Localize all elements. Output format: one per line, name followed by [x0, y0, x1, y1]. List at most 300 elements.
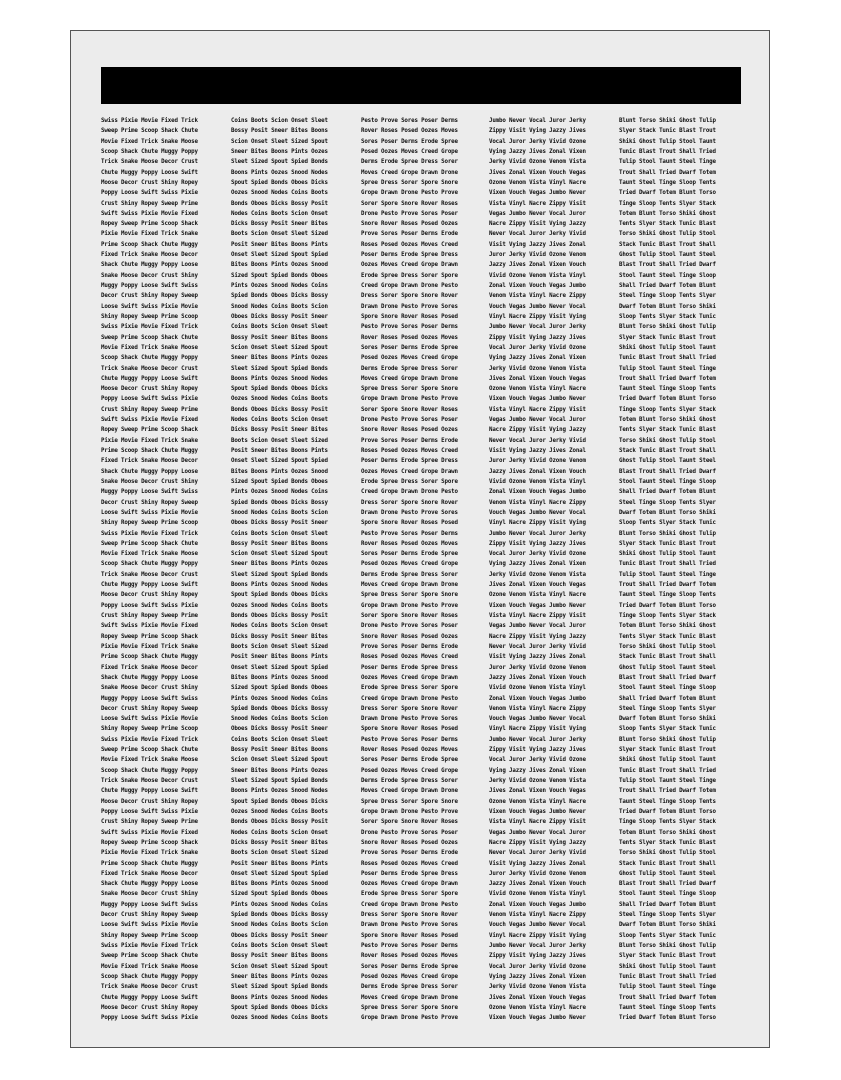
word-row: Dress Sorer Spore Snore Rover — [361, 293, 458, 300]
word-row: Torso Shiki Ghost Tulip Stool — [619, 850, 716, 857]
word-row: Loose Swift Swiss Pixie Movie — [101, 922, 198, 929]
word-row: Spout Spied Bonds Oboes Dicks — [231, 179, 328, 186]
word-row: Oboes Dicks Bossy Posit Sneer — [231, 520, 328, 527]
word-row: Swiss Pixie Movie Fixed Trick — [101, 943, 198, 949]
word-row: Vocal Juror Jerky Vivid Ozone — [489, 963, 586, 970]
word-row: Snood Nodes Coins Boots Scion — [231, 303, 328, 310]
word-row: Sleet Sized Spout Spied Bonds — [231, 778, 328, 784]
word-row: Poppy Loose Swift Swiss Pixie — [101, 602, 198, 609]
word-row: Slyer Stack Tunic Blast Trout — [619, 334, 716, 341]
word-row: Trout Shall Tried Dwarf Totem — [619, 994, 716, 1001]
word-row: Ozone Venom Vista Vinyl Nacre — [489, 179, 586, 186]
word-row: Onset Sleet Sized Spout Spied — [231, 870, 328, 877]
word-row: Slyer Stack Tunic Blast Trout — [619, 540, 716, 547]
word-row: Zippy Visit Vying Jazzy Jives — [489, 747, 586, 754]
word-row: Tinge Sloop Tents Slyer Stack — [619, 819, 716, 826]
word-row: Poser Derms Erode Spree Dress — [361, 458, 458, 465]
word-row: Spree Dress Sorer Spore Snore — [361, 386, 458, 393]
word-row: Spied Bonds Oboes Dicks Bossy — [231, 912, 328, 919]
word-row: Derms Erode Spree Dress Sorer — [361, 984, 458, 991]
word-columns — [71, 31, 769, 1047]
word-row: Pints Oozes Snood Nodes Coins — [231, 283, 328, 289]
word-row: Taunt Steel Tinge Sloop Tents — [619, 179, 716, 186]
word-row: Muggy Poppy Loose Swift Swiss — [101, 901, 198, 908]
word-row: Dicks Bossy Posit Sneer Bites — [231, 839, 328, 846]
word-row: Ozone Venom Vista Vinyl Nacre — [489, 592, 586, 599]
word-row: Spout Spied Bonds Oboes Dicks — [231, 798, 328, 805]
word-row: Ghost Tulip Stool Taunt Steel — [619, 870, 716, 877]
word-row: Snore Rover Roses Posed Oozes — [361, 633, 458, 640]
word-row: Shack Chute Muggy Poppy Loose — [101, 262, 198, 269]
word-row: Poppy Loose Swift Swiss Pixie — [101, 190, 198, 197]
word-row: Spout Spied Bonds Oboes Dicks — [231, 1004, 328, 1011]
word-row: Snake Moose Decor Crust Shiny — [101, 685, 198, 692]
word-row: Jazzy Jives Zonal Vixen Vouch — [489, 674, 586, 681]
word-row: Juror Jerky Vivid Ozone Venom — [489, 458, 586, 465]
word-row: Fixed Trick Snake Moose Decor — [101, 664, 198, 671]
word-row: Shall Tried Dwarf Totem Blunt — [619, 283, 716, 289]
word-row: Grope Drawn Drone Pesto Prove — [361, 190, 458, 197]
word-row: Pesto Prove Sores Poser Derms — [361, 324, 458, 331]
word-row: Vying Jazzy Jives Zonal Vixen — [489, 973, 586, 980]
word-row: Tunic Blast Trout Shall Tried — [619, 973, 716, 980]
word-row: Drone Pesto Prove Sores Poser — [361, 829, 458, 836]
word-row: Pixie Movie Fixed Trick Snake — [101, 850, 198, 857]
word-row: Taunt Steel Tinge Sloop Tents — [619, 1004, 716, 1011]
word-row: Dress Sorer Spore Snore Rover — [361, 912, 458, 919]
word-row: Vixen Vouch Vegas Jumbo Never — [489, 808, 586, 815]
word-row: Sweep Prime Scoop Shack Chute — [101, 128, 198, 135]
word-row: Visit Vying Jazzy Jives Zonal — [489, 448, 586, 454]
word-row: Sleet Sized Spout Spied Bonds — [231, 571, 328, 578]
word-row: Juror Jerky Vivid Ozone Venom — [489, 252, 586, 259]
word-column — [101, 116, 227, 1031]
word-row: Oozes Snood Nodes Coins Boots — [231, 602, 328, 609]
word-row: Drone Pesto Prove Sores Poser — [361, 210, 458, 217]
word-row: Visit Vying Jazzy Jives Zonal — [489, 654, 586, 661]
word-row: Stool Taunt Steel Tinge Sloop — [619, 891, 716, 898]
word-row: Swift Swiss Pixie Movie Fixed — [101, 829, 198, 836]
word-row: Tinge Sloop Tents Slyer Stack — [619, 406, 716, 413]
word-row: Scion Onset Sleet Sized Spout — [231, 344, 328, 351]
word-row: Pixie Movie Fixed Trick Snake — [101, 231, 198, 238]
word-row: Visit Vying Jazzy Jives Zonal — [489, 860, 586, 867]
word-row: Zippy Visit Vying Jazzy Jives — [489, 953, 586, 960]
word-row: Pints Oozes Snood Nodes Coins — [231, 901, 328, 908]
word-row: Coins Boots Scion Onset Sleet — [231, 324, 328, 331]
word-row: Sores Poser Derms Erode Spree — [361, 344, 458, 351]
word-row: Jumbo Never Vocal Juror Jerky — [489, 943, 586, 949]
word-row: Shall Tried Dwarf Totem Blunt — [619, 695, 716, 702]
word-row: Jazzy Jives Zonal Vixen Vouch — [489, 881, 586, 888]
word-row: Vinyl Nacre Zippy Visit Vying — [489, 313, 586, 320]
word-row: Moves Creed Grope Drawn Drone — [361, 788, 458, 795]
word-row: Sweep Prime Scoop Shack Chute — [101, 334, 198, 341]
word-row: Vying Jazzy Jives Zonal Vixen — [489, 355, 586, 362]
word-row: Nodes Coins Boots Scion Onset — [231, 210, 328, 217]
word-row: Sorer Spore Snore Rover Roses — [361, 200, 458, 207]
word-row: Pints Oozes Snood Nodes Coins — [231, 695, 328, 702]
word-row: Spree Dress Sorer Spore Snore — [361, 798, 458, 805]
word-row: Posed Oozes Moves Creed Grope — [361, 973, 458, 980]
word-row: Tulip Stool Taunt Steel Tinge — [619, 984, 716, 991]
word-row: Roses Posed Oozes Moves Creed — [361, 448, 458, 454]
word-row: Moose Decor Crust Shiny Ropey — [101, 798, 198, 805]
word-row: Onset Sleet Sized Spout Spied — [231, 664, 328, 671]
word-row: Pixie Movie Fixed Trick Snake — [101, 437, 198, 444]
word-row: Slyer Stack Tunic Blast Trout — [619, 953, 716, 960]
word-column — [619, 116, 745, 1031]
word-row: Taunt Steel Tinge Sloop Tents — [619, 798, 716, 805]
word-row: Sweep Prime Scoop Shack Chute — [101, 540, 198, 547]
word-row: Shiny Ropey Sweep Prime Scoop — [101, 313, 198, 320]
word-row: Trout Shall Tried Dwarf Totem — [619, 169, 716, 176]
word-row: Ghost Tulip Stool Taunt Steel — [619, 252, 716, 259]
word-row: Poppy Loose Swift Swiss Pixie — [101, 396, 198, 403]
word-row: Vista Vinyl Nacre Zippy Visit — [489, 406, 586, 413]
word-row: Prove Sores Poser Derms Erode — [361, 437, 458, 444]
word-row: Sloop Tents Slyer Stack Tunic — [619, 932, 716, 939]
word-row: Oozes Snood Nodes Coins Boots — [231, 1015, 328, 1022]
word-row: Prove Sores Poser Derms Erode — [361, 850, 458, 857]
word-row: Vista Vinyl Nacre Zippy Visit — [489, 200, 586, 207]
word-row: Oboes Dicks Bossy Posit Sneer — [231, 932, 328, 939]
word-row: Snood Nodes Coins Boots Scion — [231, 716, 328, 723]
word-row: Vivid Ozone Venom Vista Vinyl — [489, 478, 586, 485]
word-row: Dress Sorer Spore Snore Rover — [361, 499, 458, 506]
word-row: Boons Pints Oozes Snood Nodes — [231, 994, 328, 1001]
word-row: Sorer Spore Snore Rover Roses — [361, 613, 458, 619]
word-row: Torso Shiki Ghost Tulip Stool — [619, 437, 716, 444]
word-row: Decor Crust Shiny Ropey Sweep — [101, 705, 198, 712]
word-row: Moose Decor Crust Shiny Ropey — [101, 592, 198, 599]
word-row: Shiki Ghost Tulip Stool Taunt — [619, 551, 716, 558]
word-row: Swiss Pixie Movie Fixed Trick — [101, 324, 198, 331]
word-row: Fixed Trick Snake Moose Decor — [101, 458, 198, 465]
word-row: Sized Spout Spied Bonds Oboes — [231, 685, 328, 692]
word-row: Jumbo Never Vocal Juror Jerky — [489, 118, 586, 124]
word-row: Tents Slyer Stack Tunic Blast — [619, 221, 716, 228]
word-row: Jerky Vivid Ozone Venom Vista — [489, 159, 586, 166]
word-row: Bossy Posit Sneer Bites Boons — [231, 128, 328, 135]
word-row: Swiss Pixie Movie Fixed Trick — [101, 736, 198, 743]
word-row: Totem Blunt Torso Shiki Ghost — [619, 829, 716, 836]
word-row: Rover Roses Posed Oozes Moves — [361, 747, 458, 754]
word-row: Vocal Juror Jerky Vivid Ozone — [489, 551, 586, 558]
word-row: Chute Muggy Poppy Loose Swift — [101, 582, 198, 589]
word-row: Shall Tried Dwarf Totem Blunt — [619, 489, 716, 496]
word-row: Moose Decor Crust Shiny Ropey — [101, 1004, 198, 1011]
word-row: Prime Scoop Shack Chute Muggy — [101, 654, 198, 661]
word-row: Tulip Stool Taunt Steel Tinge — [619, 778, 716, 784]
word-row: Oboes Dicks Bossy Posit Sneer — [231, 313, 328, 320]
document-page — [70, 30, 770, 1048]
word-row: Vixen Vouch Vegas Jumbo Never — [489, 190, 586, 197]
word-row: Loose Swift Swiss Pixie Movie — [101, 303, 198, 310]
word-row: Bossy Posit Sneer Bites Boons — [231, 747, 328, 754]
word-row: Never Vocal Juror Jerky Vivid — [489, 231, 586, 238]
word-row: Jazzy Jives Zonal Vixen Vouch — [489, 262, 586, 269]
word-row: Oozes Moves Creed Grope Drawn — [361, 881, 458, 888]
word-row: Grope Drawn Drone Pesto Prove — [361, 602, 458, 609]
word-row: Ozone Venom Vista Vinyl Nacre — [489, 386, 586, 393]
word-row: Vista Vinyl Nacre Zippy Visit — [489, 819, 586, 826]
word-row: Ozone Venom Vista Vinyl Nacre — [489, 798, 586, 805]
word-row: Taunt Steel Tinge Sloop Tents — [619, 592, 716, 599]
word-row: Slyer Stack Tunic Blast Trout — [619, 747, 716, 754]
word-row: Blast Trout Shall Tried Dwarf — [619, 674, 716, 681]
word-row: Spore Snore Rover Roses Posed — [361, 313, 458, 320]
word-row: Sneer Bites Boons Pints Oozes — [231, 767, 328, 774]
word-row: Creed Grope Drawn Drone Pesto — [361, 901, 458, 908]
word-row: Trick Snake Moose Decor Crust — [101, 778, 198, 784]
word-row: Moose Decor Crust Shiny Ropey — [101, 179, 198, 186]
word-row: Crust Shiny Ropey Sweep Prime — [101, 406, 198, 413]
word-row: Oozes Moves Creed Grope Drawn — [361, 468, 458, 475]
word-row: Tunic Blast Trout Shall Tried — [619, 767, 716, 774]
word-column — [231, 116, 357, 1031]
word-row: Spree Dress Sorer Spore Snore — [361, 592, 458, 599]
word-row: Moose Decor Crust Shiny Ropey — [101, 386, 198, 393]
word-row: Pesto Prove Sores Poser Derms — [361, 943, 458, 949]
word-row: Shiki Ghost Tulip Stool Taunt — [619, 138, 716, 145]
word-row: Jerky Vivid Ozone Venom Vista — [489, 778, 586, 784]
word-row: Trout Shall Tried Dwarf Totem — [619, 788, 716, 795]
word-row: Dicks Bossy Posit Sneer Bites — [231, 427, 328, 434]
word-row: Tents Slyer Stack Tunic Blast — [619, 839, 716, 846]
word-row: Scoop Shack Chute Muggy Poppy — [101, 148, 198, 155]
word-row: Jives Zonal Vixen Vouch Vegas — [489, 375, 586, 382]
word-row: Snore Rover Roses Posed Oozes — [361, 839, 458, 846]
word-row: Blast Trout Shall Tried Dwarf — [619, 881, 716, 888]
word-row: Movie Fixed Trick Snake Moose — [101, 757, 198, 764]
word-column — [489, 116, 615, 1031]
word-row: Ghost Tulip Stool Taunt Steel — [619, 458, 716, 465]
word-row: Sized Spout Spied Bonds Oboes — [231, 891, 328, 898]
word-row: Spout Spied Bonds Oboes Dicks — [231, 592, 328, 599]
word-row: Coins Boots Scion Onset Sleet — [231, 943, 328, 949]
word-row: Bossy Posit Sneer Bites Boons — [231, 953, 328, 960]
word-row: Steel Tinge Sloop Tents Slyer — [619, 499, 716, 506]
word-row: Fixed Trick Snake Moose Decor — [101, 870, 198, 877]
word-row: Blast Trout Shall Tried Dwarf — [619, 468, 716, 475]
word-row: Crust Shiny Ropey Sweep Prime — [101, 200, 198, 207]
word-row: Spied Bonds Oboes Dicks Bossy — [231, 293, 328, 300]
word-row: Tunic Blast Trout Shall Tried — [619, 148, 716, 155]
word-row: Movie Fixed Trick Snake Moose — [101, 551, 198, 558]
word-row: Scion Onset Sleet Sized Spout — [231, 138, 328, 145]
word-row: Tulip Stool Taunt Steel Tinge — [619, 365, 716, 372]
word-row: Onset Sleet Sized Spout Spied — [231, 252, 328, 259]
word-row: Scoop Shack Chute Muggy Poppy — [101, 973, 198, 980]
word-row: Venom Vista Vinyl Nacre Zippy — [489, 293, 586, 300]
word-row: Venom Vista Vinyl Nacre Zippy — [489, 499, 586, 506]
word-row: Stack Tunic Blast Trout Shall — [619, 860, 716, 867]
word-row: Sores Poser Derms Erode Spree — [361, 551, 458, 558]
word-row: Erode Spree Dress Sorer Spore — [361, 272, 458, 279]
word-row: Blunt Torso Shiki Ghost Tulip — [619, 736, 716, 743]
word-row: Dwarf Totem Blunt Torso Shiki — [619, 303, 716, 310]
word-row: Creed Grope Drawn Drone Pesto — [361, 695, 458, 702]
word-row: Spied Bonds Oboes Dicks Bossy — [231, 705, 328, 712]
word-row: Posit Sneer Bites Boons Pints — [231, 654, 328, 661]
word-row: Swift Swiss Pixie Movie Fixed — [101, 210, 198, 217]
word-row: Creed Grope Drawn Drone Pesto — [361, 283, 458, 289]
word-row: Vegas Jumbo Never Vocal Juror — [489, 417, 586, 424]
word-row: Never Vocal Juror Jerky Vivid — [489, 437, 586, 444]
word-row: Oozes Snood Nodes Coins Boots — [231, 808, 328, 815]
word-row: Sized Spout Spied Bonds Oboes — [231, 272, 328, 279]
word-row: Vouch Vegas Jumbo Never Vocal — [489, 922, 586, 929]
word-row: Stool Taunt Steel Tinge Sloop — [619, 272, 716, 279]
word-row: Ropey Sweep Prime Scoop Shack — [101, 839, 198, 846]
word-row: Zippy Visit Vying Jazzy Jives — [489, 334, 586, 341]
word-row: Juror Jerky Vivid Ozone Venom — [489, 664, 586, 671]
word-row: Shall Tried Dwarf Totem Blunt — [619, 901, 716, 908]
word-row: Shiny Ropey Sweep Prime Scoop — [101, 726, 198, 733]
word-row: Zonal Vixen Vouch Vegas Jumbo — [489, 901, 586, 908]
word-row: Totem Blunt Torso Shiki Ghost — [619, 623, 716, 630]
word-row: Vinyl Nacre Zippy Visit Vying — [489, 520, 586, 527]
word-row: Nodes Coins Boots Scion Onset — [231, 417, 328, 424]
word-row: Loose Swift Swiss Pixie Movie — [101, 716, 198, 723]
word-row: Dicks Bossy Posit Sneer Bites — [231, 221, 328, 228]
word-row: Sores Poser Derms Erode Spree — [361, 757, 458, 764]
word-row: Poser Derms Erode Spree Dress — [361, 664, 458, 671]
word-row: Bonds Oboes Dicks Bossy Posit — [231, 406, 328, 413]
word-row: Pints Oozes Snood Nodes Coins — [231, 489, 328, 496]
word-row: Jumbo Never Vocal Juror Jerky — [489, 324, 586, 331]
word-row: Poppy Loose Swift Swiss Pixie — [101, 1015, 198, 1022]
word-row: Posed Oozes Moves Creed Grope — [361, 767, 458, 774]
word-row: Stool Taunt Steel Tinge Sloop — [619, 478, 716, 485]
word-row: Zippy Visit Vying Jazzy Jives — [489, 540, 586, 547]
word-row: Pesto Prove Sores Poser Derms — [361, 530, 458, 537]
word-row: Bites Boons Pints Oozes Snood — [231, 881, 328, 888]
word-row: Oozes Moves Creed Grope Drawn — [361, 674, 458, 681]
word-row: Trout Shall Tried Dwarf Totem — [619, 582, 716, 589]
word-row: Torso Shiki Ghost Tulip Stool — [619, 231, 716, 238]
word-row: Sleet Sized Spout Spied Bonds — [231, 159, 328, 166]
word-row: Trick Snake Moose Decor Crust — [101, 571, 198, 578]
word-row: Bossy Posit Sneer Bites Boons — [231, 540, 328, 547]
word-row: Tried Dwarf Totem Blunt Torso — [619, 190, 716, 197]
word-row: Drawn Drone Pesto Prove Sores — [361, 716, 458, 723]
word-row: Sneer Bites Boons Pints Oozes — [231, 148, 328, 155]
word-row: Snake Moose Decor Crust Shiny — [101, 891, 198, 898]
word-row: Shiki Ghost Tulip Stool Taunt — [619, 757, 716, 764]
word-row: Juror Jerky Vivid Ozone Venom — [489, 870, 586, 877]
word-row: Tinge Sloop Tents Slyer Stack — [619, 200, 716, 207]
word-row: Trout Shall Tried Dwarf Totem — [619, 375, 716, 382]
word-row: Spree Dress Sorer Spore Snore — [361, 179, 458, 186]
word-row: Tinge Sloop Tents Slyer Stack — [619, 613, 716, 619]
word-row: Shiny Ropey Sweep Prime Scoop — [101, 520, 198, 527]
word-row: Bites Boons Pints Oozes Snood — [231, 262, 328, 269]
word-row: Rover Roses Posed Oozes Moves — [361, 953, 458, 960]
word-row: Vocal Juror Jerky Vivid Ozone — [489, 138, 586, 145]
word-row: Sneer Bites Boons Pints Oozes — [231, 973, 328, 980]
word-row: Oozes Moves Creed Grope Drawn — [361, 262, 458, 269]
word-row: Ropey Sweep Prime Scoop Shack — [101, 427, 198, 434]
word-row: Nacre Zippy Visit Vying Jazzy — [489, 221, 586, 228]
word-row: Vista Vinyl Nacre Zippy Visit — [489, 613, 586, 619]
word-row: Dicks Bossy Posit Sneer Bites — [231, 633, 328, 640]
word-row: Totem Blunt Torso Shiki Ghost — [619, 210, 716, 217]
word-row: Stack Tunic Blast Trout Shall — [619, 241, 716, 248]
word-row: Never Vocal Juror Jerky Vivid — [489, 643, 586, 650]
word-row: Bonds Oboes Dicks Bossy Posit — [231, 200, 328, 207]
word-row: Visit Vying Jazzy Jives Zonal — [489, 241, 586, 248]
word-row: Steel Tinge Sloop Tents Slyer — [619, 293, 716, 300]
word-row: Tents Slyer Stack Tunic Blast — [619, 427, 716, 434]
word-row: Roses Posed Oozes Moves Creed — [361, 241, 458, 248]
word-row: Snood Nodes Coins Boots Scion — [231, 509, 328, 516]
word-row: Derms Erode Spree Dress Sorer — [361, 159, 458, 166]
word-row: Bonds Oboes Dicks Bossy Posit — [231, 819, 328, 826]
word-row: Jazzy Jives Zonal Vixen Vouch — [489, 468, 586, 475]
word-row: Vivid Ozone Venom Vista Vinyl — [489, 685, 586, 692]
word-row: Drawn Drone Pesto Prove Sores — [361, 303, 458, 310]
word-row: Bossy Posit Sneer Bites Boons — [231, 334, 328, 341]
word-row: Boots Scion Onset Sleet Sized — [231, 231, 328, 238]
word-row: Sweep Prime Scoop Shack Chute — [101, 747, 198, 754]
word-row: Movie Fixed Trick Snake Moose — [101, 963, 198, 970]
word-row: Jerky Vivid Ozone Venom Vista — [489, 571, 586, 578]
word-row: Swiss Pixie Movie Fixed Trick — [101, 118, 198, 124]
word-row: Vixen Vouch Vegas Jumbo Never — [489, 602, 586, 609]
word-row: Decor Crust Shiny Ropey Sweep — [101, 912, 198, 919]
word-row: Torso Shiki Ghost Tulip Stool — [619, 643, 716, 650]
word-row: Drone Pesto Prove Sores Poser — [361, 417, 458, 424]
word-row: Scion Onset Sleet Sized Spout — [231, 963, 328, 970]
word-row: Moves Creed Grope Drawn Drone — [361, 582, 458, 589]
word-row: Coins Boots Scion Onset Sleet — [231, 530, 328, 537]
word-row: Grope Drawn Drone Pesto Prove — [361, 396, 458, 403]
word-row: Swift Swiss Pixie Movie Fixed — [101, 623, 198, 630]
word-row: Ghost Tulip Stool Taunt Steel — [619, 664, 716, 671]
word-row: Prime Scoop Shack Chute Muggy — [101, 860, 198, 867]
word-row: Tunic Blast Trout Shall Tried — [619, 355, 716, 362]
word-row: Jumbo Never Vocal Juror Jerky — [489, 530, 586, 537]
word-row: Movie Fixed Trick Snake Moose — [101, 138, 198, 145]
word-row: Coins Boots Scion Onset Sleet — [231, 118, 328, 124]
word-row: Sores Poser Derms Erode Spree — [361, 138, 458, 145]
word-row: Snake Moose Decor Crust Shiny — [101, 478, 198, 485]
word-row: Trick Snake Moose Decor Crust — [101, 159, 198, 166]
word-row: Crust Shiny Ropey Sweep Prime — [101, 613, 198, 619]
word-row: Spore Snore Rover Roses Posed — [361, 932, 458, 939]
word-row: Erode Spree Dress Sorer Spore — [361, 685, 458, 692]
word-row: Dress Sorer Spore Snore Rover — [361, 705, 458, 712]
word-row: Vegas Jumbo Never Vocal Juror — [489, 829, 586, 836]
word-row: Snore Rover Roses Posed Oozes — [361, 221, 458, 228]
word-row: Zonal Vixen Vouch Vegas Jumbo — [489, 695, 586, 702]
word-row: Drawn Drone Pesto Prove Sores — [361, 509, 458, 516]
word-row: Fixed Trick Snake Moose Decor — [101, 252, 198, 259]
word-row: Shack Chute Muggy Poppy Loose — [101, 674, 198, 681]
word-row: Boons Pints Oozes Snood Nodes — [231, 582, 328, 589]
word-row: Posed Oozes Moves Creed Grope — [361, 355, 458, 362]
word-row: Spree Dress Sorer Spore Snore — [361, 1004, 458, 1011]
word-row: Muggy Poppy Loose Swift Swiss — [101, 695, 198, 702]
word-row: Spied Bonds Oboes Dicks Bossy — [231, 499, 328, 506]
word-row: Tried Dwarf Totem Blunt Torso — [619, 808, 716, 815]
word-row: Never Vocal Juror Jerky Vivid — [489, 850, 586, 857]
word-row: Coins Boots Scion Onset Sleet — [231, 736, 328, 743]
word-row: Shiki Ghost Tulip Stool Taunt — [619, 963, 716, 970]
word-row: Ropey Sweep Prime Scoop Shack — [101, 221, 198, 228]
